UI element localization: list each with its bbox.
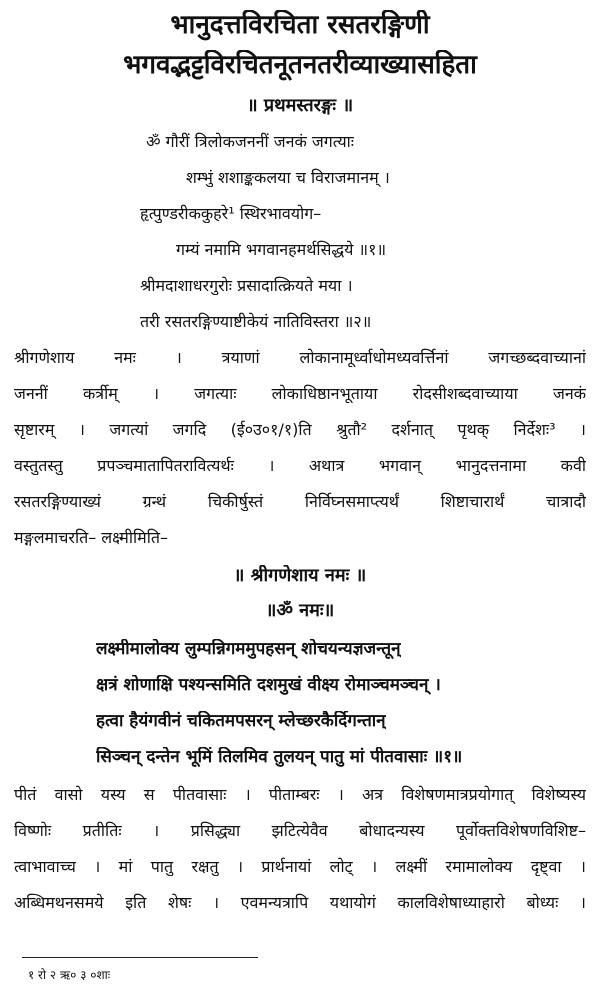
commentary-line: जननीं कर्त्रीम् । जगत्याः लोकाधिष्ठानभूताया रोदसीशब्दवाच्याया जनकं bbox=[14, 384, 586, 403]
verse-line: हृत्पुण्डरीककुहरे¹ स्थिरभावयोग– bbox=[140, 204, 322, 223]
commentary-line: मङ्गलमाचरति– लक्ष्मीमिति– bbox=[14, 528, 168, 547]
book-title: भानुदत्तविरचिता रसतरङ्गिणी bbox=[170, 10, 430, 40]
verse-line: ॐ गौरीं त्रिलोकजननीं जनकं जगत्याः bbox=[146, 132, 355, 151]
verse-line: तरी रसतरङ्गिण्याष्टीकेयं नातिविस्तरा ॥२॥ bbox=[140, 312, 372, 331]
main-verse-line: क्षत्रं शोणाक्षि पश्यन्समिति दशमुखं वीक्ष्य रोमाञ्चमञ्चन् । bbox=[96, 675, 441, 695]
commentary-line: सृष्टारम् । जगत्यां जगदि (ई०उ०१/१)ति श्रुतौ² दर्शनात् पृथक् निर्देशः³ । bbox=[14, 420, 586, 439]
commentary-line: रसतरङ्गिण्याख्यं ग्रन्थं चिकीर्षुस्तं निर्विघ्नसमाप्त्यर्थं शिष्टाचारार्थं चात्रादौ bbox=[14, 492, 586, 511]
verse-line: गम्यं नमामि भगवानहमर्थसिद्धये ॥१॥ bbox=[176, 240, 387, 259]
main-verse-line: लक्ष्मीमालोक्य लुम्पन्निगममुपहसन् शोचयन्यज्ञजन्तून् bbox=[96, 639, 401, 659]
invocation-heading: ॥ॐ नमः॥ bbox=[265, 600, 335, 621]
commentary-line: वस्तुतस्तु प्रपञ्चमातापितरावित्यर्थः । अथात्र भगवान् भानुदत्तनामा कवी bbox=[14, 456, 586, 475]
chapter-heading: ॥ प्रथमस्तरङ्गः ॥ bbox=[246, 95, 354, 116]
commentary-line: त्वाभावाच्च । मां पातु रक्षतु । प्रार्थनायां लोट् । लक्ष्मीं रमामालोक्य दृष्ट्वा । bbox=[14, 857, 586, 876]
footnote-rule bbox=[22, 957, 258, 958]
main-verse-line: सिञ्चन् दन्तेन भूमिं तिलमिव तुलयन् पातु मां पीतवासाः ॥१॥ bbox=[96, 747, 463, 767]
book-subtitle: भगवद्भट्टविरचितनूतनतरीव्याख्यासहिता bbox=[123, 50, 477, 80]
verse-line: श्रीमदाशाधरगुरोः प्रसादात्क्रियते मया । bbox=[140, 276, 353, 295]
commentary-line: अब्धिमथनसमये इति शेषः । एवमन्यत्रापि यथायोगं कालविशेषाध्याहारो बोध्यः । bbox=[14, 893, 586, 912]
commentary-line: विष्णोः प्रतीतिः । प्रसिद्ध्या झटित्येवैव बोधादन्यस्य पूर्वोक्तविशेषणविशिष्ट– bbox=[14, 821, 586, 840]
footnote: १ रो २ ऋ० ३ ०शाः bbox=[28, 968, 111, 982]
commentary-line: पीतं वासो यस्य स पीतवासाः । पीताम्बरः । अत्र विशेषणमात्रप्रयोगात् विशेष्यस्य bbox=[14, 785, 586, 804]
verse-line: शम्भुं शशाङ्ककलया च विराजमानम् । bbox=[186, 168, 390, 187]
commentary-line: श्रीगणेशाय नमः । त्रयाणां लोकानामूर्ध्वाधोमध्यवर्त्तिनां जगच्छब्दवाच्यानां bbox=[14, 348, 586, 367]
main-verse-line: हत्वा हैयंगवीनं चकितमपसरन् म्लेच्छरकैर्दिगन्तान् bbox=[96, 711, 386, 731]
invocation-heading: ॥ श्रीगणेशाय नमः ॥ bbox=[233, 565, 367, 586]
